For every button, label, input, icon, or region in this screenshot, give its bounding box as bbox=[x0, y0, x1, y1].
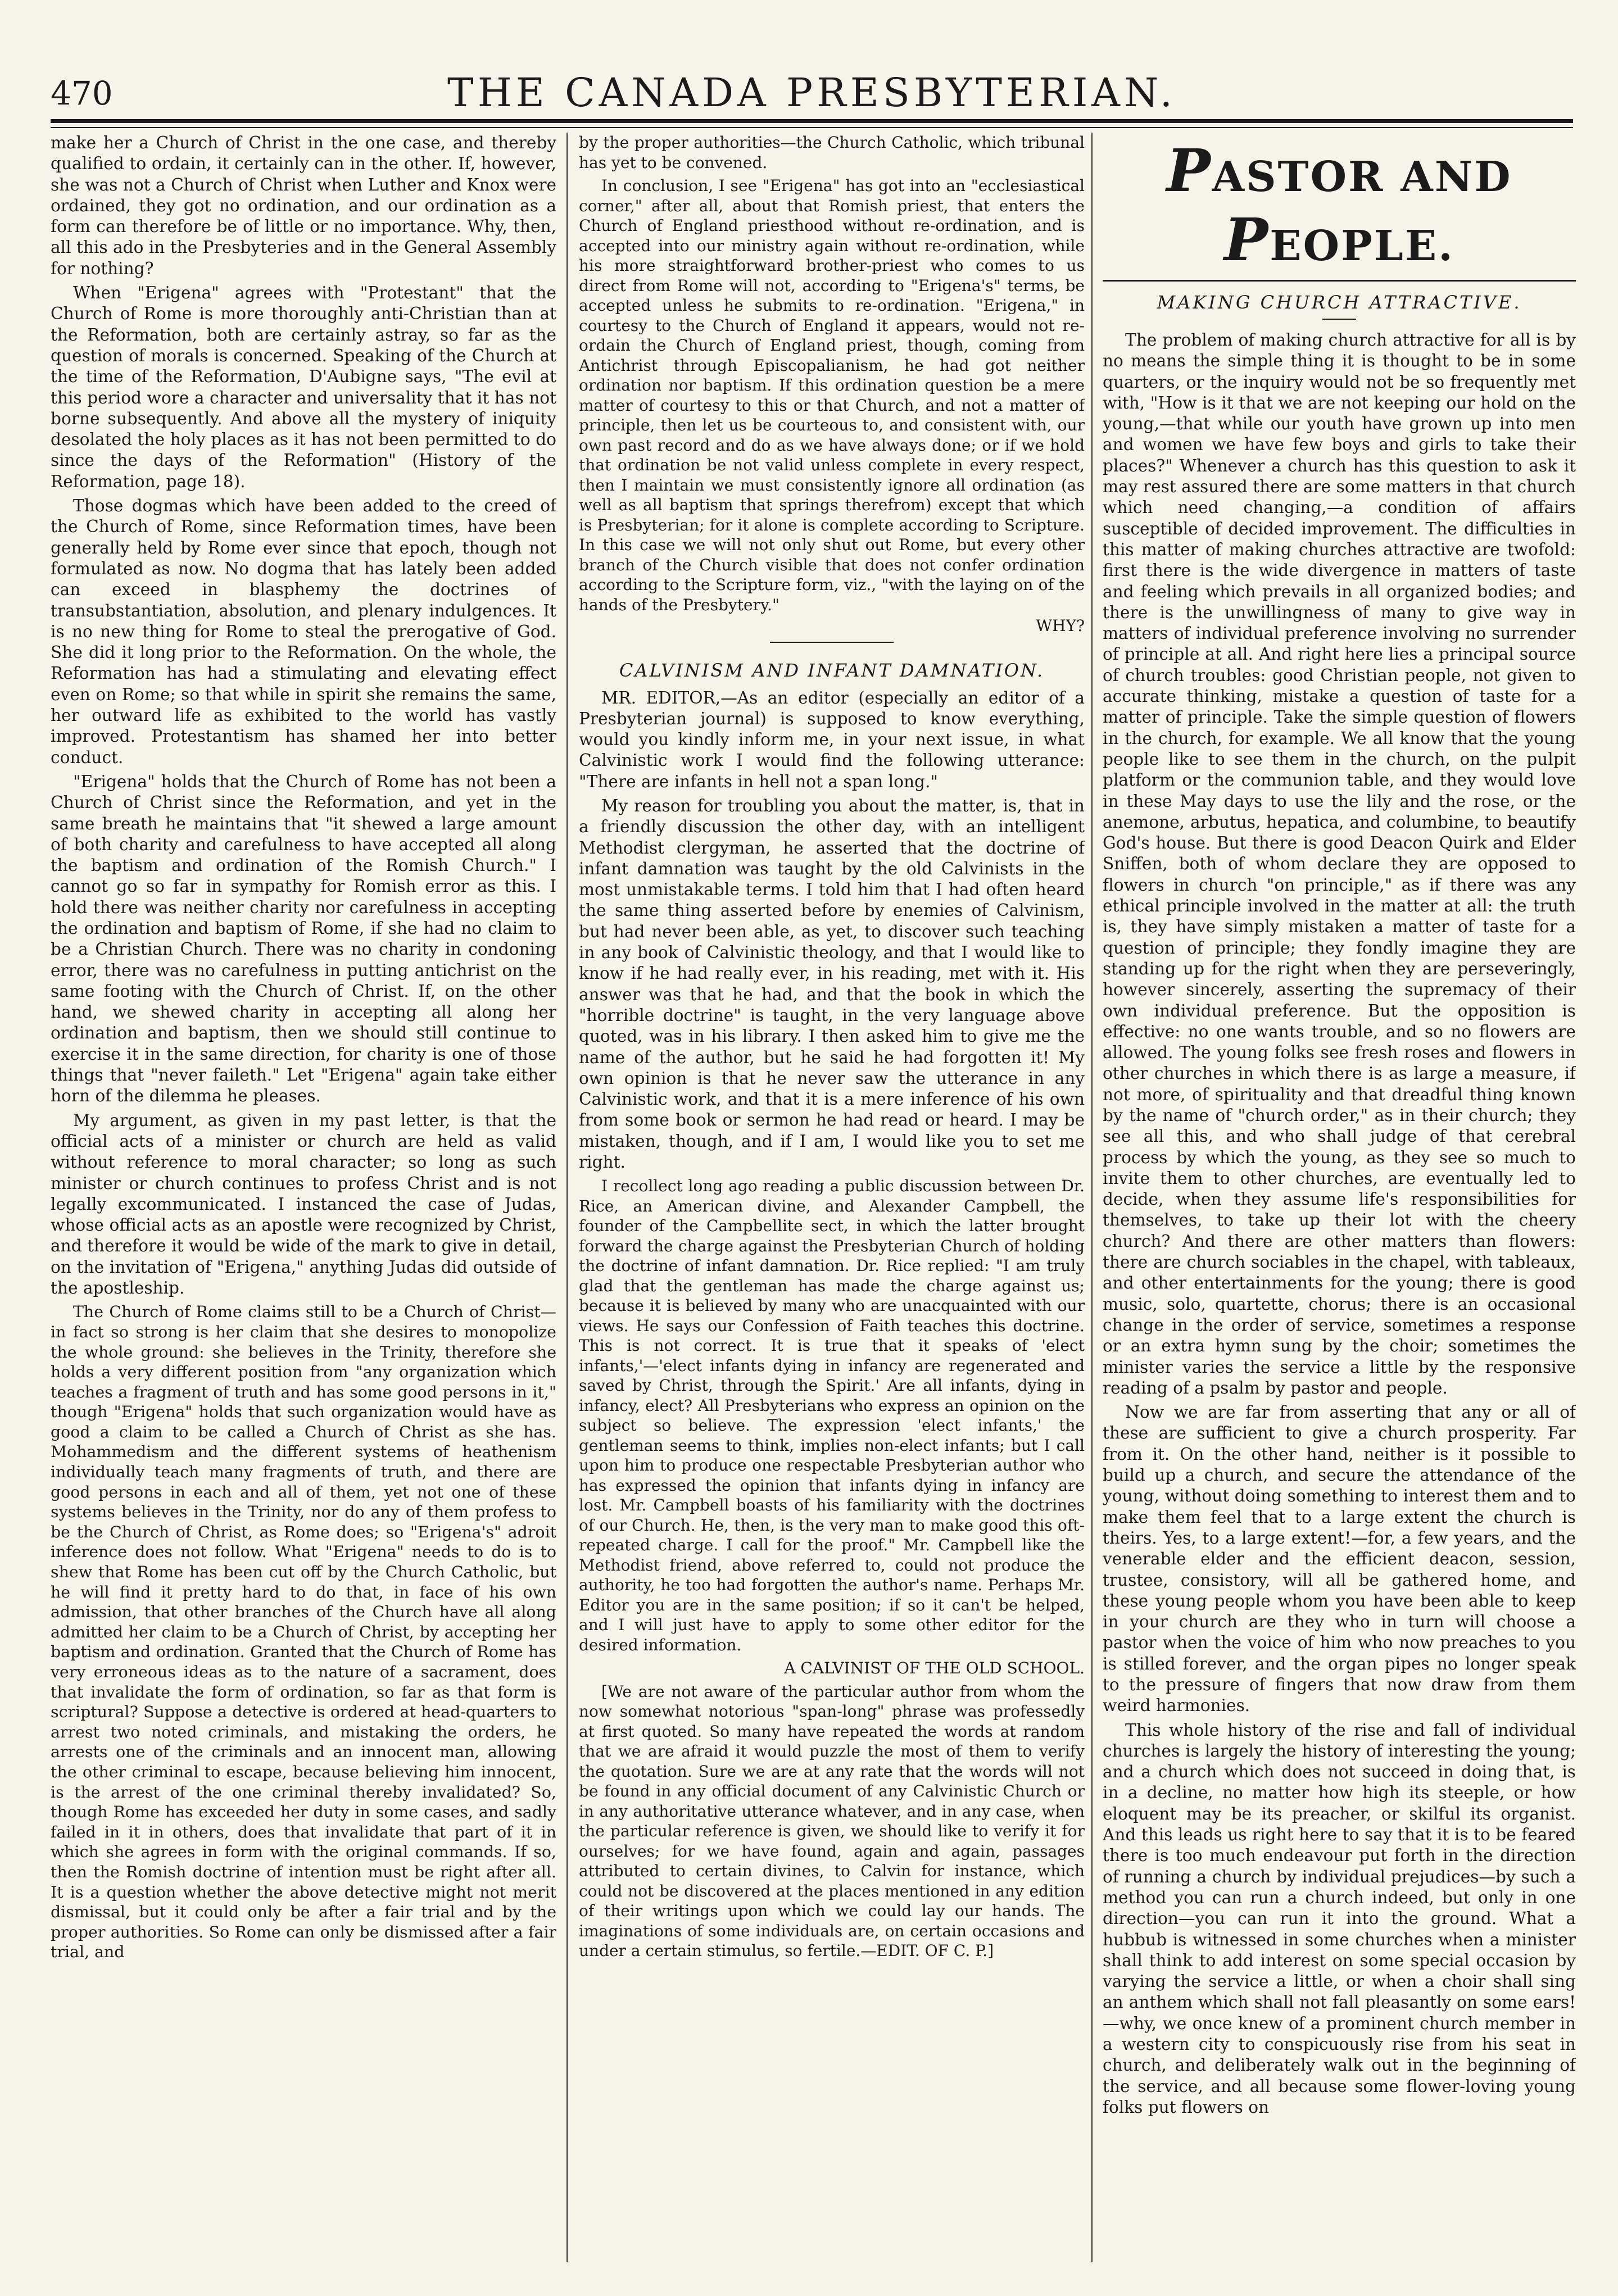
col1-paragraph-1: make her a Church of Christ in the one case, and thereby qualified to ordain, it certainly can in the other. If, however, she was not a Church of Christ when Luther and Knox were ordained, they got no ordination, and our ordination as a form can therefore be of little or no importance. Why, then, all this ado in the Presbyteries and in the General Assembly for nothing? bbox=[51, 133, 556, 278]
col2-paragraph-1: by the proper authorities—the Church Catholic, which tribunal has yet to be convened. bbox=[579, 133, 1085, 172]
col2-paragraph-2: In conclusion, I see "Erigena" has got into an "ecclesiastical corner," after all, about that Romish priest, that enters the Church of England priesthood without re-ordination, and is accepted into our ministry again without re-ordination, while his more straightforward brother-priest who comes to us direct from Rome will not, according to "Erigena's" terms, be accepted unless he submits to re-ordination. "Erigena," in courtesy to the Church of England it appears, would not re-ordain the Church of England priest, though, coming from Antichrist through Episcopalianism, he had got neither ordination nor baptism. If this ordination question be a mere matter of courtesy to this or that Church, and not a matter of principle, then let us be courteous to, and consistent with, our own past record and do as we have always done; or if we hold that ordination be not valid unless complete in every respect, then I maintain we must consistently ignore all ordination (as well as all baptism that springs therefrom) except that which is Presbyterian; for it alone is complete according to Scripture. In this case we will not only shut out Rome, but every other branch of the Church visible that does not confer ordination according to the Scripture form, viz., "with the laying on of the hands of the Presbytery." bbox=[579, 176, 1085, 614]
col3-paragraph-1: The problem of making church attractive for all is by no means the simple thing it is thought to be in some quarters, or the inquiry would not be so frequently met with, "How is it that we are not keeping our hold on the young,—that while our youth have grown up into men and women we have few boys and girls to take their places?" Whenever a church has this question to ask it may rest assured there are some matters in that church which need changing,—a condition of affairs susceptible of decided improvement. The difficulties in this matter of making churches attractive are twofold: first there is the wide divergence in matters of taste and feeling which prevails in all organized bodies; and there is the unwillingness of many to give way in matters of individual preference involving no surrender of principle at all. And right here lies a principal source of church troubles: good Christian people, not given to accurate thinking, mistake a question of taste for a matter of principle. Take the simple question of flowers in the church, for example. We all know that the young people like to see them in the church, on the pulpit platform or the communion table, and they would love in these May days to use the lily and the rose, or the anemone, arbutus, hepatica, and columbine, to beautify God's house. But there is good Deacon Quirk and Elder Sniffen, both of whom declare they are opposed to flowers in church "on principle," as if there was any ethical principle involved in the matter at all: the truth is, they have simply mistaken a matter of taste for a question of principle; they fondly imagine they are standing up for the right when they are perseveringly, however sincerely, asserting the supremacy of their own individual preference. But the opposition is effective: no one wants trouble, and so no flowers are allowed. The young folks see fresh roses and flowers in other churches in which there is as large a measure, if not more, of spirituality and that dreadful thing known by the name of "church order," as in their church; they see all this, and who shall judge of that cerebral process by which the young, as they see so much to invite them to other churches, are eventually led to decide, when they assume life's responsibilities for themselves, to take up their lot with the cheery church? And there are other matters than flowers: there are church sociables in the chapel, with tableaux, and other entertainments for the young; there is good music, solo, quartette, chorus; there is an occasional change in the order of service, sometimes a response or an extra hymn sung by the choir; sometimes the minister varies the service a little by the responsive reading of a psalm by pastor and people. bbox=[1103, 330, 1576, 1397]
col1-paragraph-2: When "Erigena" agrees with "Protestant" that the Church of Rome is more thoroughly anti-Christian than at the Reformation, both are certainly astray, so far as the question of morals is concerned. Speaking of the Church at the time of the Reformation, D'Aubigne says, "The evil at this period wore a character and universality that it has not borne subsequently. And above all the mystery of iniquity desolated the holy places as it has not been permitted to do since the days of the Reformation" (History of the Reformation, page 18). bbox=[51, 283, 556, 491]
column-divider-2 bbox=[1091, 133, 1093, 2262]
col3-paragraph-2: Now we are far from asserting that any or all of these are sufficient to give a church prosperity. Far from it. On the other hand, neither is it possible to build up a church, and secure the attendance of the young, without doing something to interest them and to make them feel that to a large extent the church is theirs. Yes, to a large extent!—for, a few years, and the venerable elder and the efficient deacon, session, trustee, consistory, will all be gathered home, and these young people whom you have been able to keep in your church are they who in turn will choose a pastor when the voice of him who now preaches to you is stilled forever, and the organ pipes no longer speak to the pressure of fingers that now draw from them weird harmonies. bbox=[1103, 1403, 1576, 1716]
letter-signature-why: WHY? bbox=[1036, 616, 1085, 635]
department-banner bbox=[1103, 136, 1576, 274]
col1-paragraph-4: "Erigena" holds that the Church of Rome has not been a Church of Christ since the Reformation, and yet in the same breath he maintains that "it shewed a large amount of both charity and carefulness to have accepted all along the baptism and ordination of the Romish Church." I cannot go so far in sympathy for Romish error as this. I hold there was neither charity nor carefulness in accepting the ordination and baptism of Rome, if she had no claim to be a Christian Church. There was no charity in condoning error, there was no carefulness in putting antichrist on the same footing with the Church of Christ. If, on the other hand, we shewed charity in accepting all along her ordination and baptism, then we should still continue to exercise it in the same direction, for charity is one of those things that "never faileth." Let "Erigena" again take either horn of the dilemma he pleases. bbox=[51, 772, 556, 1106]
letter-signature-calvinist: A CALVINIST OF THE OLD SCHOOL. bbox=[784, 1659, 1085, 1678]
article-subhead: MAKING CHURCH ATTRACTIVE. bbox=[1157, 292, 1522, 313]
department-title: PASTOR AND PEOPLE. bbox=[1166, 136, 1512, 274]
col1-paragraph-5: My argument, as given in my past letter, is that the official acts of a minister or church are held as valid without reference to moral character; so long as such minister or church continues to profess Christ and is not legally excommunicated. I instanced the case of Judas, whose official acts as an apostle were recognized by Christ, and therefore it would be wide of the mark to give in detail, on the invitation of "Erigena," anything Judas did outside of the apostleship. bbox=[51, 1110, 556, 1298]
col2-section-paragraph-3: I recollect long ago reading a public discussion between Dr. Rice, an American divine, and Alexander Campbell, the founder of the Campbellite sect, in which the latter brought forward the charge against the Presbyterian Church of holding the doctrine of infant damnation. Dr. Rice replied: "I am truly glad that the gentleman has made the charge against us; because it is believed by many who are unacquainted with our views. He says our Confession of Faith teaches this doctrine. This is not correct. It is true that it speaks of 'elect infants,'—'elect infants dying in infancy are regenerated and saved by Christ, through the Spirit.' Are all infants, dying in infancy, elect? All Presbyterians who express an opinion on the subject so believe. The expression 'elect infants,' the gentleman seems to think, implies non-elect infants; but I call upon him to produce one respectable Presbyterian author who has expressed the opinion that infants dying in infancy are lost. Mr. Campbell boasts of his familiarity with the doctrines of our Church. He, then, is the very man to make good this oft-repeated charge. I call for the proof." Mr. Campbell like the Methodist friend, above referred to, could not produce the authority, he too had forgotten the author's name. Perhaps Mr. Editor you are in the same position; if so it can't be helped, and I will just have to apply to some other editor for the desired information. bbox=[579, 1177, 1085, 1654]
column-1 bbox=[51, 133, 556, 2262]
page-number: 470 bbox=[51, 74, 113, 112]
section-title-calvinism: CALVINISM AND INFANT DAMNATION. bbox=[619, 659, 1045, 681]
section-separator bbox=[770, 642, 894, 643]
col2-section-paragraph-2: My reason for troubling you about the matter, is, that in a friendly discussion the other day, with an intelligent Methodist clergyman, he asserted that the doctrine of infant damnation was taught by the old Calvinists in the most unmistakable terms. I told him that I had often heard the same thing asserted before by enemies of Calvinism, but had never been able, as yet, to discover such teaching in any book of Calvinistic theology, and that I would like to know if he had really ever, in his reading, met with it. His answer was that he had, and that the book in which the "horrible doctrine" is taught, in the very language above quoted, was in his library. I then asked him to give me the name of the author, but he said he had forgotten it! My own opinion is that he never saw the utterance in any Calvinistic work, and that it is a mere inference of his own from some book or sermon he had read or heard. I may be mistaken, though, and if I am, I would like you to set me right. bbox=[579, 796, 1085, 1172]
col2-section-paragraph-1: MR. EDITOR,—As an editor (especially an editor of a Presbyterian journal) is supposed to know everything, would you kindly inform me, in your next issue, in what Calvinistic work I would find the following utterance: "There are infants in hell not a span long." bbox=[579, 688, 1085, 791]
header-rule-thin bbox=[51, 127, 1573, 128]
department-rule bbox=[1103, 280, 1576, 282]
col1-paragraph-6: The Church of Rome claims still to be a Church of Christ—in fact so strong is her claim that she desires to monopolize the whole ground: she believes in the Trinity, therefore she holds a very different position from "any organization which teaches a fragment of truth and has some good persons in it," though "Erigena" holds that such organization would have as good a claim to be called a Church of Christ as she has. Mohammedism and the different systems of heathenism individually teach many fragments of truth, and there are good persons in each and all of them, yet not one of these systems believes in the Trinity, nor do any of them profess to be the Church of Christ, as Rome does; so "Erigena's" adroit inference does not follow. What "Erigena" needs to do is to shew that Rome has been cut off by the Church Catholic, but he will find it pretty hard to do that, in face of his own admission, that other branches of the Church have all along admitted her claim to be a Church of Christ, by accepting her baptism and ordination. Granted that the Church of Rome has very erroneous ideas as to the nature of a sacrament, does that invalidate the form of ordination, so far as that form is scriptural? Suppose a detective is ordered at head-quarters to arrest two noted criminals, and mistaking the orders, he arrests one of the criminals and an innocent man, allowing the other criminal to escape, because believing him innocent, is the arrest of the one criminal thereby invalidated? So, though Rome has exceeded her duty in some cases, and sadly failed in it in others, does that invalidate that part of it in which she agrees in form with the original commands. If so, then the Romish doctrine of intention must be right after all. It is a question whether the above detective might not merit dismissal, but it could only be after a fair trial and by the proper authorities. So Rome can only be dismissed after a fair trial, and bbox=[51, 1303, 556, 1962]
column-divider-1 bbox=[566, 133, 568, 2262]
subhead-rule bbox=[1322, 319, 1356, 320]
column-3 bbox=[1103, 133, 1576, 2262]
col1-paragraph-3: Those dogmas which have been added to the creed of the Church of Rome, since Reformation times, have been generally held by Rome ever since that epoch, though not formulated as now. No dogma that has lately been added can exceed in blasphemy the doctrines of transubstantiation, absolution, and plenary indulgences. It is no new thing for Rome to steal the prerogative of God. She did it long prior to the Reformation. On the whole, the Reformation has had a stimulating and elevating effect even on Rome; so that while in spirit she remains the same, her outward life as exhibited to the world has vastly improved. Protestantism has shamed her into better conduct. bbox=[51, 496, 556, 767]
header-rule-thick bbox=[51, 119, 1573, 123]
editor-note: [We are not aware of the particular author from whom the now somewhat notorious "span-long" phrase was professedly at first quoted. So many have repeated the words at random that we are afraid it would puzzle the most of them to verify the quotation. Sure we are at any rate that the words will not be found in any official document of any Calvinistic Church or in any authoritative utterance whatever, and in any case, when the particular reference is given, we should like to verify it for ourselves; for we have found, again and again, passages attributed to certain divines, to Calvin for instance, which could not be discovered at the places mentioned in any edition of their writings upon which we could lay our hands. The imaginations of some individuals are, on certain occasions and under a certain stimulus, so fertile.—EDIT. OF C. P.] bbox=[579, 1682, 1085, 1961]
page-header bbox=[51, 62, 1573, 124]
column-2 bbox=[579, 133, 1085, 2262]
newspaper-title: THE CANADA PRESBYTERIAN. bbox=[447, 70, 1176, 116]
col3-paragraph-3: This whole history of the rise and fall of individual churches is largely the history of interesting the young; and a church which does not succeed in doing that, is in a decline, no matter how high its steeple, or how eloquent may be its preacher, or skilful its organist. And this leads us right here to say that it is to be feared there is too much endeavour put forth in the direction of running a church by individual prejudices—by such a method you can run a church indeed, but only in one direction—you can run it into the ground. What a hubbub is witnessed in some churches when a minister shall think to add interest on some special occasion by varying the service a little, or when a choir shall sing an anthem which shall not fall pleasantly on some ears!—why, we once knew of a prominent church member in a western city to conspicuously rise from his seat in church, and deliberately walk out in the beginning of the service, and all because some flower-loving young folks put flowers on bbox=[1103, 1720, 1576, 2117]
